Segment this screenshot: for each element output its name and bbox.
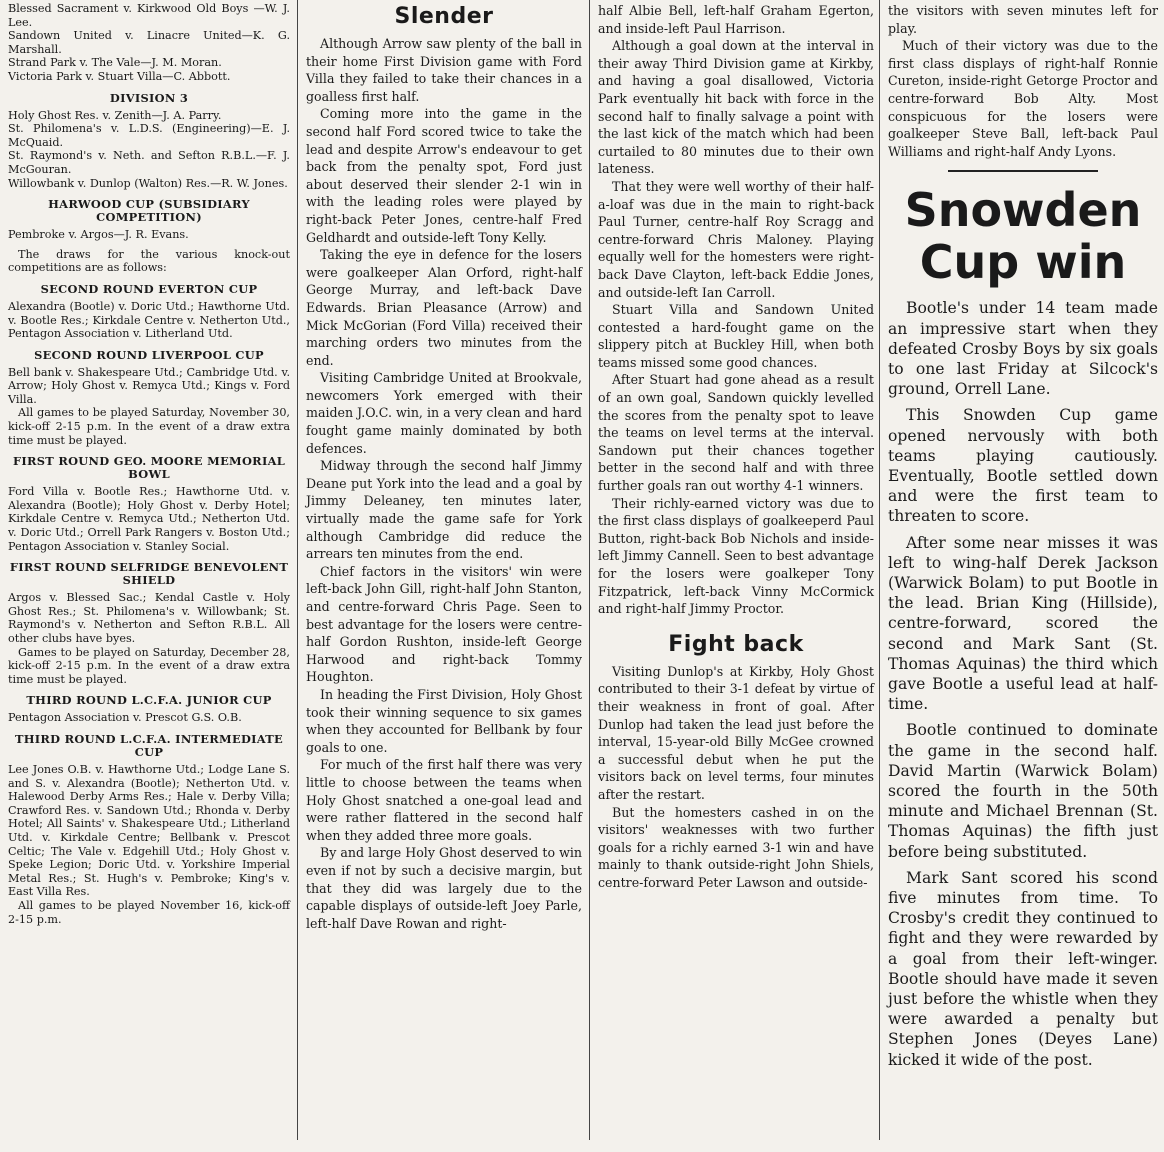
result-line: Sandown United v. Linacre United—K. G. Marshall. — [8, 29, 290, 56]
article-paragraph: Although Arrow saw plenty of the ball in their home First Division game with Ford Villa they failed to take their chances in a goalless first half. — [306, 36, 582, 104]
moore-draw: Ford Villa v. Bootle Res.; Hawthorne Utd. v. Alexandra (Bootle); Holy Ghost v. Derby Hotel; Kirkdale Centre v. Remyca Utd.; Netherton Utd. v. Doric Utd.; Orrell Park Rangers v. Boston Utd.; Pentagon Association v. Stanley Social. — [8, 485, 290, 553]
slender-headline: Slender — [394, 4, 494, 29]
liverpool-draw: Bell bank v. Shakespeare Utd.; Cambridge Utd. v. Arrow; Holy Ghost v. Remyca Utd.; Kings v. Ford Villa. — [8, 365, 290, 406]
slender-article — [306, 35, 582, 932]
intermediate-note: All games to be played November 16, kick-off 2-15 p.m. — [8, 898, 290, 926]
snowden-headline — [888, 184, 1158, 288]
selfridge-draw: Argos v. Blessed Sac.; Kendal Castle v. Holy Ghost Res.; St. Philomena's v. Willowbank; St. Raymond's v. Netherton and Sefton R.B.L. All other clubs have byes. — [8, 591, 290, 645]
result-line: Blessed Sacrament v. Kirkwood Old Boys —W. J. Lee. — [8, 2, 290, 29]
liverpool-note: All games to be played Saturday, November 30, kick-off 2-15 p.m. In the event of a draw extra time must be played. — [8, 406, 290, 447]
headline-line: Cup win — [919, 235, 1127, 290]
article-paragraph: Although a goal down at the interval in their away Third Division game at Kirkby, and having a goal disallowed, Victoria Park eventually hit back with force in the second half to finally salvage a point with the last kick of the match which had been curtailed to 80 minutes due to their own lateness. — [598, 38, 874, 177]
column-fight-back — [590, 0, 880, 1152]
continued-article — [598, 2, 874, 618]
snowden-article — [888, 298, 1158, 1070]
article-paragraph: After some near misses it was left to wing-half Derek Jackson (Warwick Bolam) to put Bootle in the lead. Brian King (Hillside), centre-forward, scored the second and Mark Sant (St. Thomas Aquinas) the third which gave Bootle a useful lead at half-time. — [888, 533, 1158, 714]
top-results — [8, 2, 290, 84]
article-paragraph: Taking the eye in defence for the losers were goalkeeper Alan Orford, right-half George Murray, and left-back Dave Edwards. Brian Pleasance (Arrow) and Mick McGorian (Ford Villa) received their marching orders two minutes from the end. — [306, 247, 582, 368]
column-results — [0, 0, 296, 1152]
fight-back-headline: Fight back — [668, 631, 804, 657]
article-paragraph: In heading the First Division, Holy Ghost took their winning sequence to six games when they accounted for Bellbank by four goals to one. — [306, 686, 582, 755]
article-paragraph: half Albie Bell, left-half Graham Egerton, and inside-left Paul Harrison. — [598, 3, 874, 36]
result-line: Strand Park v. The Vale—J. M. Moran. — [8, 56, 222, 70]
division3-heading: DIVISION 3 — [109, 90, 189, 105]
article-paragraph: By and large Holy Ghost deserved to win even if not by such a decisive margin, but that they did was largely due to the capable displays of outside-left Joey Parle, left-half Dave Rowan and right- — [306, 845, 582, 931]
article-paragraph: Bootle's under 14 team made an impressive start when they defeated Crosby Boys by six goals to one last Friday at Silcock's ground, Orrell Lane. — [888, 299, 1158, 399]
draws-intro: The draws for the various knock-out competitions are as follows: — [8, 247, 290, 275]
result-line: Holy Ghost Res. v. Zenith—J. A. Parry. — [8, 108, 222, 122]
article-paragraph: Chief factors in the visitors' win were left-back John Gill, right-half John Stanton, and centre-forward Chris Page. Seen to best advantage for the losers were centre-half Gordon Rushton, inside-left George Harwood and right-back Tommy Houghton. — [306, 563, 582, 685]
article-paragraph: After Stuart had gone ahead as a result of an own goal, Sandown quickly levelled the scores from the penalty spot to leave the teams on level terms at the interval. Sandown put their chances together better in the second half and with three further goals ran out worthy 4-1 winners. — [598, 372, 874, 494]
intermediate-heading: THIRD ROUND L.C.F.A. INTERMEDIATE CUP — [14, 731, 284, 759]
result-line: Victoria Park v. Stuart Villa—C. Abbott. — [8, 69, 231, 83]
result-line: St. Raymond's v. Neth. and Sefton R.B.L.—F. J. McGouran. — [8, 149, 290, 176]
article-paragraph: This Snowden Cup game opened nervously with both teams playing cautiously. Eventually, Bootle settled down and were the first team to threaten to score. — [888, 406, 1158, 526]
junior-draw: Pentagon Association v. Prescot G.S. O.B. — [8, 711, 242, 725]
headline-line: Snowden — [904, 183, 1142, 238]
article-paragraph: Stuart Villa and Sandown United contested a hard-fought game on the slippery pitch at Buckley Hill, when both teams missed some good chances. — [598, 302, 874, 370]
division3-results — [8, 109, 290, 191]
everton-draw: Alexandra (Bootle) v. Doric Utd.; Hawthorne Utd. v. Bootle Res.; Kirkdale Centre v. Netherton Utd., Pentagon Association v. Litherland Utd. — [8, 299, 290, 341]
harwood-heading: HARWOOD CUP (SUBSIDIARY COMPETITION) — [48, 197, 250, 225]
article-paragraph: Visiting Cambridge United at Brookvale, newcomers York emerged with their maiden J.O.C. win, in a very clean and hard fought game mainly dominated by both defences. — [306, 370, 582, 456]
result-line: Pembroke v. Argos—J. R. Evans. — [8, 228, 189, 242]
article-paragraph: But the homesters cashed in on the visitors' weaknesses with two further goals for a richly earned 3-1 win and have mainly to thank outside-right John Shiels, centre-forward Peter Lawson and outside- — [598, 804, 874, 890]
article-paragraph: Visiting Dunlop's at Kirkby, Holy Ghost contributed to their 3-1 defeat by virtue of their weakness in front of goal. After Dunlop had taken the lead just before the interval, 15-year-old Billy McGee crowned a successful debut when he put the visitors back on level terms, four minutes after the restart. — [598, 663, 874, 802]
harwood-results — [8, 228, 290, 242]
fight-back-article — [598, 663, 874, 892]
article-paragraph: Midway through the second half Jimmy Deane put York into the lead and a goal by Jimmy Deleaney, ten minutes later, virtually made the game safe for York although Cambridge did reduce the arrears ten minutes from the end. — [306, 458, 582, 562]
article-paragraph: the visitors with seven minutes left for play. — [888, 3, 1158, 36]
continued-article — [888, 2, 1158, 160]
column-snowden — [880, 0, 1164, 1152]
article-paragraph: That they were well worthy of their half-a-loaf was due in the main to right-back Paul Turner, centre-half Roy Scragg and centre-forward Chris Maloney. Playing equally well for the homesters were right-back Dave Clayton, left-back Eddie Jones, and outside-left Ian Carroll. — [598, 178, 874, 300]
liverpool-heading: SECOND ROUND LIVERPOOL CUP — [34, 347, 264, 362]
article-paragraph: For much of the first half there was very little to choose between the teams when Holy Ghost snatched a one-goal lead and were rather flattered in the second half when they added three more goals. — [306, 757, 582, 843]
result-line: Willowbank v. Dunlop (Walton) Res.—R. W. Jones. — [8, 176, 288, 190]
selfridge-heading: FIRST ROUND SELFRIDGE BENEVOLENT SHIELD — [9, 560, 289, 588]
column-slender — [298, 0, 588, 1152]
moore-heading: FIRST ROUND GEO. MOORE MEMORIAL BOWL — [12, 454, 286, 482]
article-paragraph: Bootle continued to dominate the game in the second half. David Martin (Warwick Bolam) scored the fourth in the 50th minute and Michael Brennan (St. Thomas Aquinas) the fifth just before being substituted. — [888, 721, 1158, 861]
article-paragraph: Coming more into the game in the second half Ford scored twice to take the lead and despite Arrow's endeavour to get back from the penalty spot, Ford just about deserved their slender 2-1 win in with the leading roles were played by right-back Peter Jones, centre-half Fred Geldhardt and outside-left Tony Kelly. — [306, 106, 582, 245]
everton-heading: SECOND ROUND EVERTON CUP — [40, 281, 258, 296]
article-paragraph: Mark Sant scored his scond five minutes from time. To Crosby's credit they continued to fight and they were rewarded by a goal from their left-winger. Bootle should have made it seven just before the whistle when they were awarded a penalty but Stephen Jones (Deyes Lane) kicked it wide of the post. — [888, 868, 1158, 1069]
article-paragraph: Much of their victory was due to the first class displays of right-half Ronnie Cureton, inside-right Getorge Proctor and centre-forward Bob Alty. Most conspicuous for the losers were goalkeeper Steve Ball, left-back Paul Williams and right-half Andy Lyons. — [888, 38, 1158, 159]
section-divider — [948, 170, 1098, 172]
selfridge-note: Games to be played on Saturday, December 28, kick-off 2-15 p.m. In the event of a draw extra time must be played. — [8, 645, 290, 686]
result-line: St. Philomena's v. L.D.S. (Engineering)—E. J. McQuaid. — [8, 122, 290, 149]
article-paragraph: Their richly-earned victory was due to the first class displays of goalkeeperd Paul Button, right-back Bob Nichols and inside-left Jimmy Cannell. Seen to best advantage for the losers were goalkeper Tony Fitzpatrick, left-back Vinny McCormick and right-half Jimmy Proctor. — [598, 495, 874, 617]
junior-heading: THIRD ROUND L.C.F.A. JUNIOR CUP — [26, 693, 272, 708]
intermediate-draw: Lee Jones O.B. v. Hawthorne Utd.; Lodge Lane S. and S. v. Alexandra (Bootle); Netherton Utd. v. Halewood Derby Arms Res.; Hale v. Derby Villa; Crawford Res. v. Sandown Utd.; Rhonda v. Derby Hotel; All Saints' v. Shakespeare Utd.; Litherland Utd. v. Kirkdale Centre; Bellbank v. Prescot Celtic; The Vale v. Edgehill Utd.; Holy Ghost v. Speke Legion; Doric Utd. v. Yorkshire Imperial Metal Res.; St. Hugh's v. Pembroke; King's v. East Villa Res. — [8, 762, 290, 899]
